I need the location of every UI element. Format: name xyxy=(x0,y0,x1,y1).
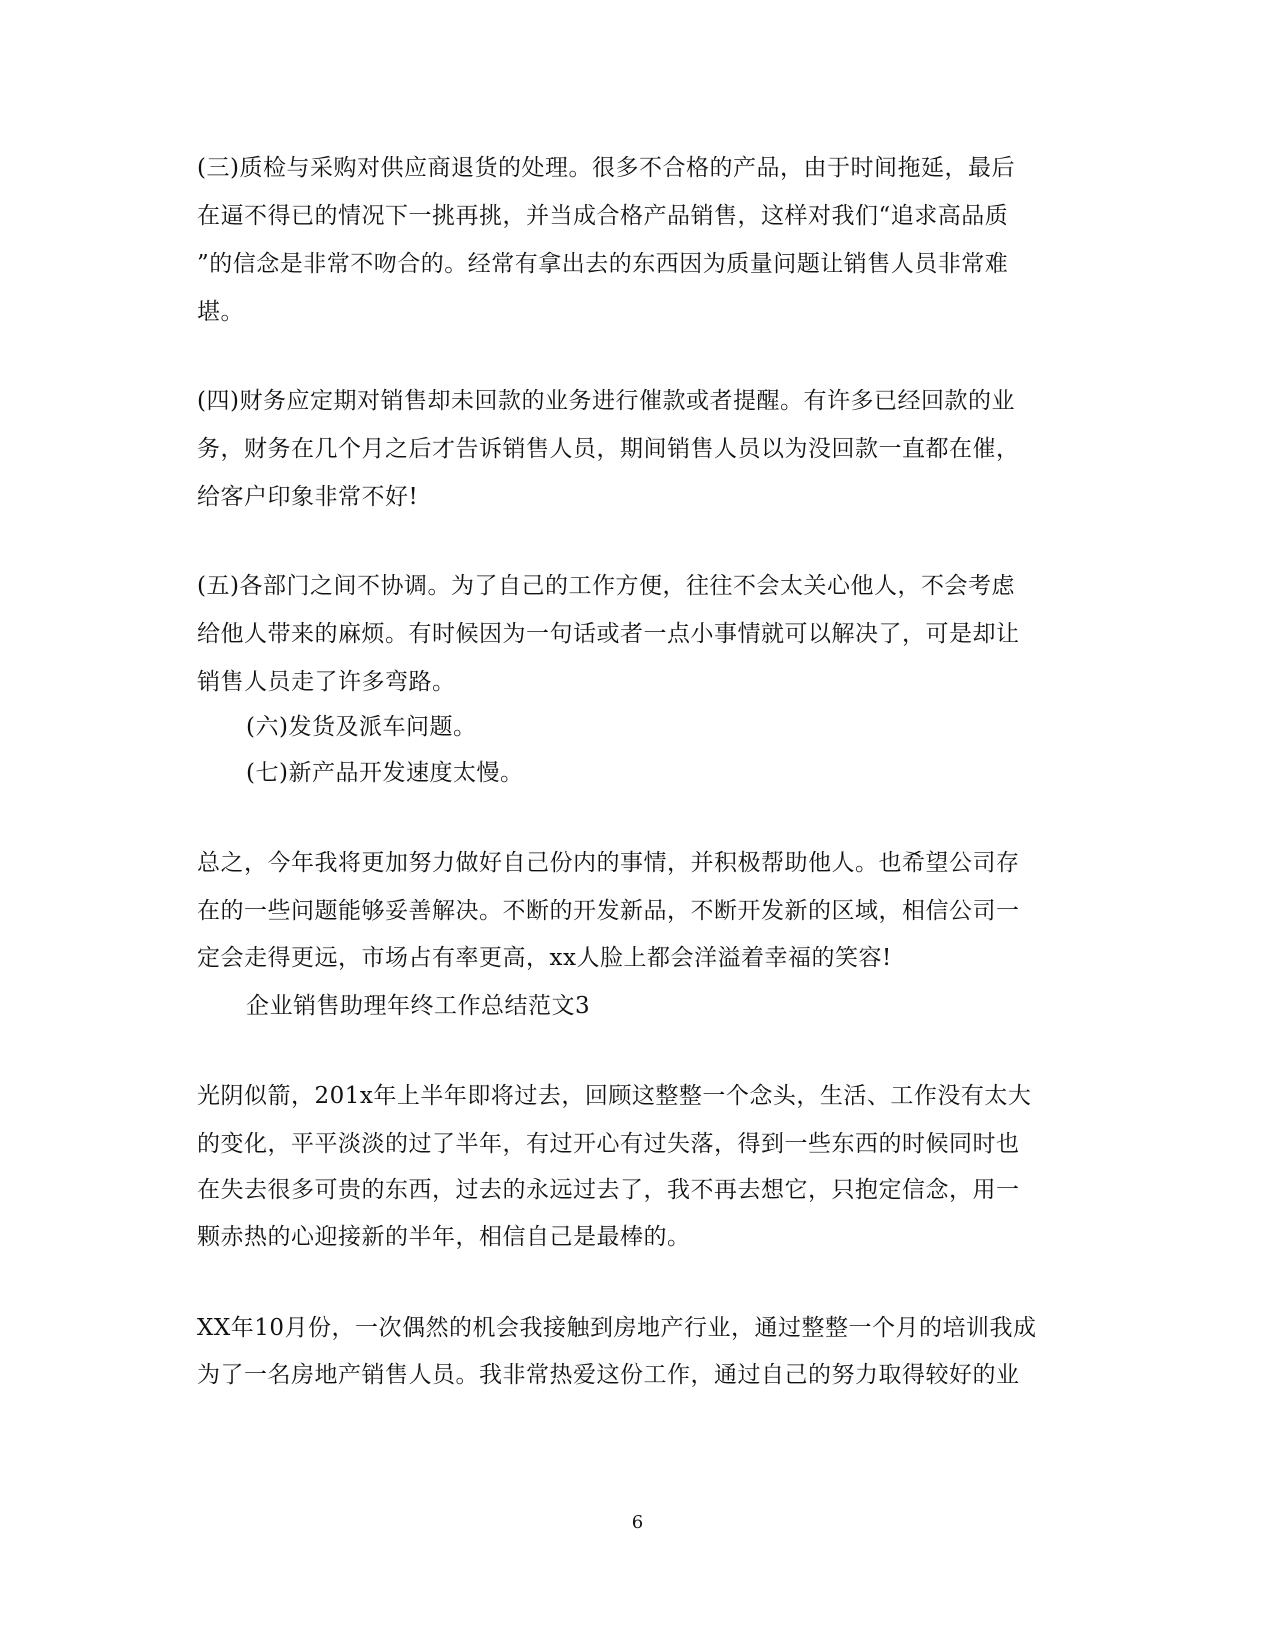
paragraph-5-line-4: 颗赤热的心迎接新的半年，相信自己是最棒的。 xyxy=(197,1224,691,1250)
paragraph-1-line-2: 在逼不得已的情况下一挑再挑，并当成合格产品销售，这样对我们“追求高品质 xyxy=(197,203,1009,229)
paragraph-1-line-3: ”的信念是非常不吻合的。经常有拿出去的东西因为质量问题让销售人员非常难 xyxy=(197,251,1009,277)
summary-line-1: 总之，今年我将更加努力做好自己份内的事情，并积极帮助他人。也希望公司存 xyxy=(197,850,1020,876)
summary-line-3: 定会走得更远，市场占有率更高，xx人脸上都会洋溢着幸福的笑容! xyxy=(197,945,892,971)
paragraph-2-line-3: 给客户印象非常不好! xyxy=(197,484,419,510)
paragraph-3-line-1: (五)各部门之间不协调。为了自己的工作方便，往往不会太关心他人，不会考虑 xyxy=(197,573,1015,599)
paragraph-6-line-1: XX年10月份，一次偶然的机会我接触到房地产行业，通过整整一个月的培训我成 xyxy=(197,1315,1037,1341)
page-number: 6 xyxy=(631,1512,644,1533)
paragraph-6-line-2: 为了一名房地产销售人员。我非常热爱这份工作，通过自己的努力取得较好的业 xyxy=(197,1362,1020,1388)
summary-line-2: 在的一些问题能够妥善解决。不断的开发新品，不断开发新的区域，相信公司一 xyxy=(197,898,1020,924)
paragraph-1-line-1: (三)质检与采购对供应商退货的处理。很多不合格的产品，由于时间拖延，最后 xyxy=(197,155,1015,181)
paragraph-2-line-2: 务，财务在几个月之后才告诉销售人员，期间销售人员以为没回款一直都在催， xyxy=(197,436,1020,462)
section-heading: 企业销售助理年终工作总结范文3 xyxy=(246,993,591,1019)
paragraph-2-line-1: (四)财务应定期对销售却未回款的业务进行催款或者提醒。有许多已经回款的业 xyxy=(197,388,1015,414)
item-six: (六)发货及派车问题。 xyxy=(246,714,477,740)
paragraph-5-line-3: 在失去很多可贵的东西，过去的永远过去了，我不再去想它，只抱定信念，用一 xyxy=(197,1177,1020,1203)
paragraph-3-line-2: 给他人带来的麻烦。有时候因为一句话或者一点小事情就可以解决了，可是却让 xyxy=(197,621,1020,647)
paragraph-5-line-1: 光阴似箭，201x年上半年即将过去，回顾这整整一个念头，生活、工作没有太大 xyxy=(197,1083,1032,1109)
paragraph-5-line-2: 的变化，平平淡淡的过了半年，有过开心有过失落，得到一些东西的时候同时也 xyxy=(197,1131,1020,1157)
item-seven: (七)新产品开发速度太慢。 xyxy=(246,760,524,786)
paragraph-1-line-4: 堪。 xyxy=(197,299,244,325)
paragraph-3-line-3: 销售人员走了许多弯路。 xyxy=(197,669,456,695)
